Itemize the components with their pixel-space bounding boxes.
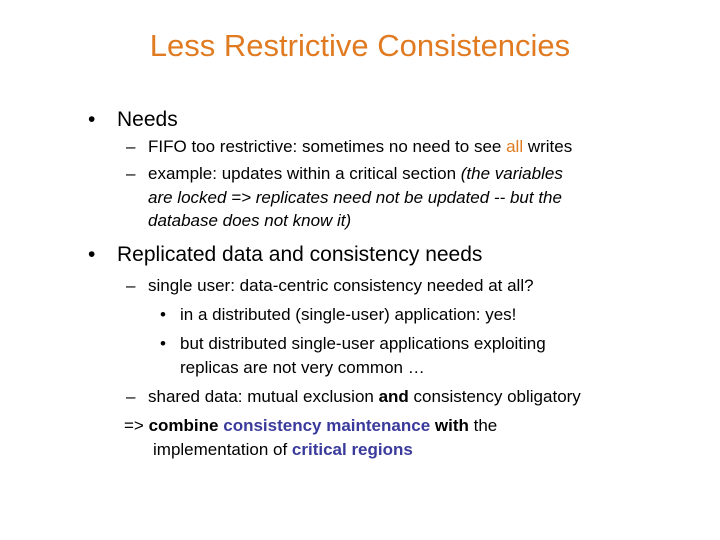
slide-title: Less Restrictive Consistencies [149,28,571,63]
dash-glyph: – [126,276,136,295]
but-distributed-line-2: replicas are not very common … [180,358,425,377]
dash-glyph: – [126,137,136,156]
example-italic-1: (the variables [460,164,563,183]
fifo-line [148,137,572,157]
dash-glyph: – [126,164,136,183]
dash-glyph: – [126,387,136,406]
needs-heading: Needs [117,108,178,131]
example-italic-3: database does not know it) [148,211,352,230]
example-italic-2: are locked => replicates need not be updated -- but the [148,188,562,207]
the-word: the [468,416,498,435]
replicated-heading: Replicated data and consistency needs [117,243,483,266]
bullet-glyph: • [88,243,96,266]
distributed-app-line: in a distributed (single-user) application: yes! [180,305,517,324]
bullet-glyph: • [160,334,166,353]
single-user-line: single user: data-centric consistency needed at all? [148,276,534,295]
shared-data-b: consistency obligatory [408,387,581,406]
example-text: example: updates within a critical section [148,164,461,183]
bullet-glyph: • [160,305,166,324]
fifo-end: writes [523,137,573,156]
combine-prefix: => [124,416,149,435]
implementation-of: implementation of [153,440,292,459]
fifo-text: FIFO too restrictive: sometimes no need to see [148,137,507,156]
shared-data-a: shared data: mutual exclusion [148,387,379,406]
with-word: with [430,416,469,435]
implementation-line [153,440,413,460]
bullet-glyph: • [88,108,96,131]
shared-data-line [148,387,581,407]
critical-regions-highlight: critical regions [291,440,413,459]
shared-data-and: and [378,387,409,406]
combine-word: combine [148,416,219,435]
fifo-all-highlight: all [506,137,524,156]
but-distributed-line-1: but distributed single-user applications exploiting [180,334,546,353]
example-line [148,164,563,184]
consistency-maintenance-highlight: consistency maintenance [223,416,431,435]
combine-line [124,416,497,436]
